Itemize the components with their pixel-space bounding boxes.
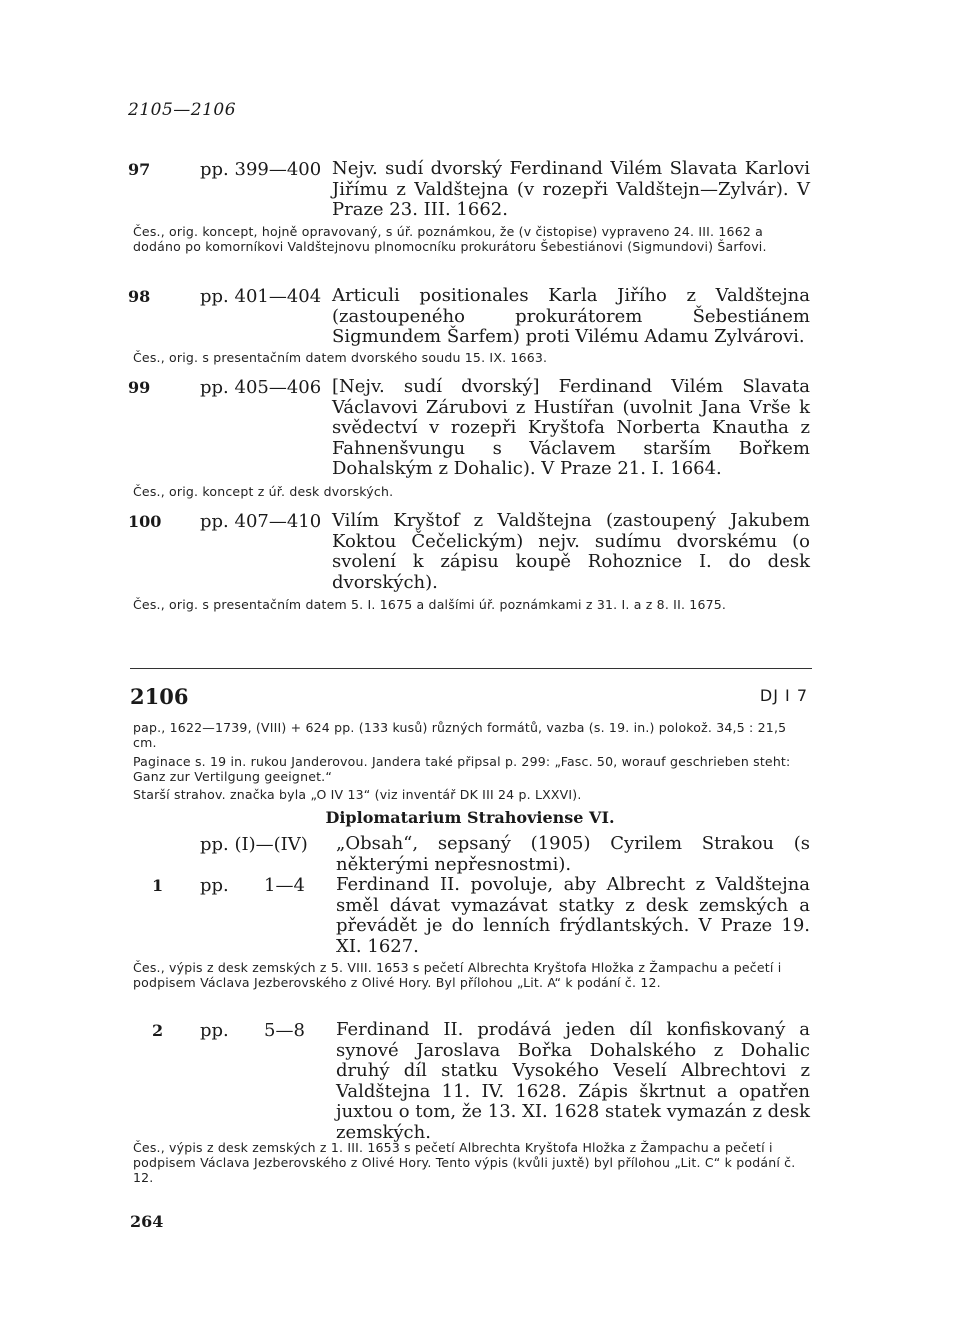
page-number: 264 [130, 1212, 164, 1231]
section-divider [130, 668, 812, 669]
contents-pages: pp. (I)—(IV) [200, 834, 308, 855]
item-note: Čes., výpis z desk zemských z 1. III. 1653 s pečetí Albrechta Kryštofa Hložka z Žampachu a pečetí i podpisem Václava Jezberovského z Olivé Hory. Tento výpis (kvůli juxtě) byl přílohou „Lit. C“ k podání č. 12. [133, 1140, 796, 1185]
entry-text: Vilím Kryštof z Valdštejna (zastoupený Jakubem Koktou Čečelickým) nejv. sudímu dvorskému (o svolení k zápisu koupě Rohoznice I. do desk dvorských). [332, 510, 810, 593]
entry-note: Čes., orig. koncept, hojně opravovaný, s úř. poznámkou, že (v čistopise) vypraveno 24. III. 1662 a dodáno po komorníkovi Valdštejnovu plnomocníku prokurátoru Šebestiánovi (Sigmundovi) Šarfovi. [133, 224, 767, 254]
item-text: Ferdinand II. povoluje, aby Albrecht z Valdštejna směl dávat vymazávat statky z desk zemských a převádět je do lenních frýdlantských. V Praze 19. XI. 1627. [336, 874, 810, 957]
item-note: Čes., výpis z desk zemských z 5. VIII. 1653 s pečetí Albrechta Kryštofa Hložka z Žampachu a pečetí i podpisem Václava Jezberovského z Olivé Hory. Byl přílohou „Lit. A“ k podání č. 12. [133, 960, 782, 990]
item-range: 1—4 [264, 875, 305, 896]
running-head: 2105—2106 [128, 100, 237, 120]
entry-number: 100 [128, 512, 162, 531]
entry-text: [Nejv. sudí dvorský] Ferdinand Vilém Slavata Václavovi Zárubovi z Hustířan (uvolnit Jana Vrše k svědectví v rozepři Kryštofa Norberta Knautha z Fahnenšvungu s Václavem starším Bořkem Dohalským z Dohalic). V Praze 21. I. 1664. [332, 376, 810, 479]
entry-note: Čes., orig. s presentačním datem 5. I. 1675 a dalšími úř. poznámkami z 31. I. a z 8. II. 1675. [133, 597, 727, 612]
collection-title: Diplomatarium Strahoviense VI. [325, 808, 615, 827]
entry-text: Articuli positionales Karla Jiřího z Valdštejna (zastoupeného prokurátorem Šebestiánem Sigmundem Šarfem) proti Vilému Adamu Zylvárovi. [332, 285, 810, 347]
shelfmark: DJ I 7 [759, 686, 808, 705]
item-pages: pp. [200, 1020, 229, 1041]
item-number: 1 [152, 876, 164, 895]
entry-note: Čes., orig. koncept z úř. desk dvorských. [133, 484, 394, 499]
contents-text: „Obsah“, sepsaný (1905) Cyrilem Strakou (s některými nepřesnostmi). [336, 833, 810, 875]
entry-note: Čes., orig. s presentačním datem dvorského soudu 15. IX. 1663. [133, 350, 548, 365]
entry-pages: pp. 401—404 [200, 286, 322, 307]
entry-pages: pp. 399—400 [200, 159, 322, 180]
section-number: 2106 [130, 684, 189, 709]
section-description: Paginace s. 19 in. rukou Janderovou. Jandera také připsal p. 299: „Fasc. 50, worauf geschrieben steht: Ganz zur Vertilgung geeignet.“ [133, 754, 791, 784]
item-range: 5—8 [264, 1020, 305, 1041]
entry-pages: pp. 407—410 [200, 511, 322, 532]
item-pages: pp. [200, 875, 229, 896]
entry-number: 97 [128, 160, 151, 179]
entry-number: 99 [128, 378, 151, 397]
entry-pages: pp. 405—406 [200, 377, 322, 398]
item-number: 2 [152, 1021, 164, 1040]
section-description: Starší strahov. značka byla „O IV 13“ (viz inventář DK III 24 p. LXXVI). [133, 787, 582, 802]
item-text: Ferdinand II. prodává jeden díl konfiskovaný a synové Jaroslava Bořka Dohalského z Dohalic druhý díl statku Vysokého Veselí Albrechtovi z Valdštejna 11. IV. 1628. Zápis škrtnut a opatřen juxtou o tom, že 13. XI. 1628 statek vymazán z desk zemských. [336, 1019, 810, 1143]
entry-number: 98 [128, 287, 151, 306]
section-description: pap., 1622—1739, (VIII) + 624 pp. (133 kusů) různých formátů, vazba (s. 19. in.) polokož. 34,5 : 21,5 cm. [133, 720, 787, 750]
entry-text: Nejv. sudí dvorský Ferdinand Vilém Slavata Karlovi Jiřímu z Valdštejna (v rozepři Valdštejn—Zylvár). V Praze 23. III. 1662. [332, 158, 810, 220]
